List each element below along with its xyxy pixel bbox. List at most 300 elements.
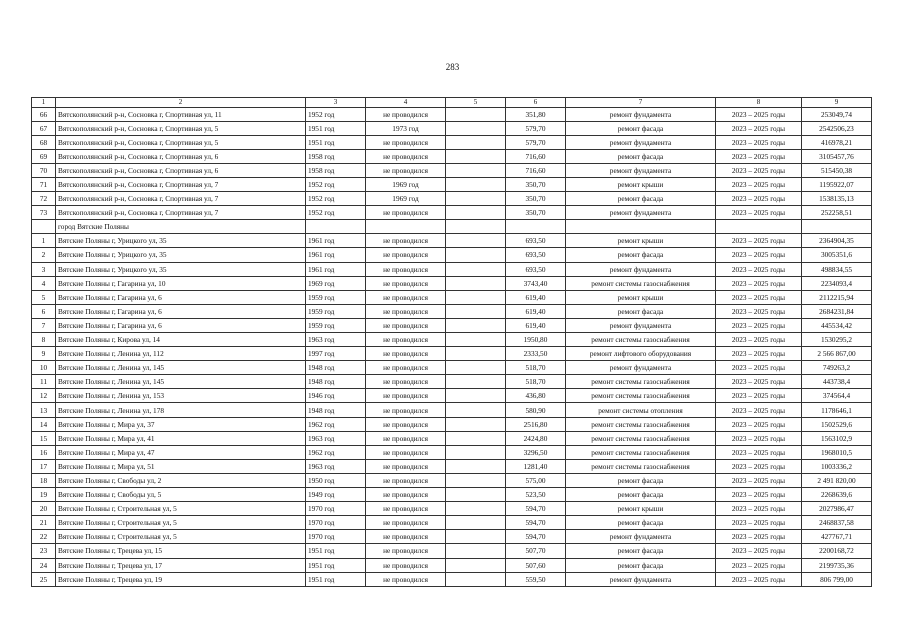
row-number-cell: 67 bbox=[32, 121, 56, 135]
cost-cell: 3105457,76 bbox=[802, 149, 872, 163]
address-cell: Вятские Поляны г, Мира ул, 41 bbox=[56, 431, 306, 445]
empty-cell-cell bbox=[446, 530, 506, 544]
empty-cell-cell bbox=[446, 304, 506, 318]
period-cell: 2023 – 2025 годы bbox=[716, 318, 802, 332]
address-cell: Вятские Поляны г, Трецева ул, 15 bbox=[56, 544, 306, 558]
cost-cell: 1968010,5 bbox=[802, 445, 872, 459]
build-year-cell: 1961 год bbox=[306, 262, 366, 276]
cost-cell: 806 799,00 bbox=[802, 572, 872, 586]
address-cell: Вятские Поляны г, Строительная ул, 5 bbox=[56, 530, 306, 544]
empty-cell-cell bbox=[446, 445, 506, 459]
section-title: город Вятские Поляны bbox=[56, 220, 306, 234]
last-repair-year-cell: не проводился bbox=[366, 107, 446, 121]
area-cell: 594,70 bbox=[506, 530, 566, 544]
empty-cell-cell bbox=[446, 572, 506, 586]
period-cell: 2023 – 2025 годы bbox=[716, 361, 802, 375]
last-repair-year-cell: не проводился bbox=[366, 572, 446, 586]
column-number: 7 bbox=[566, 98, 716, 108]
build-year-cell: 1958 год bbox=[306, 163, 366, 177]
last-repair-year-cell: не проводился bbox=[366, 318, 446, 332]
table-row bbox=[32, 318, 872, 332]
work-type-cell: ремонт системы газоснабжения bbox=[566, 333, 716, 347]
column-number: 6 bbox=[506, 98, 566, 108]
column-number: 8 bbox=[716, 98, 802, 108]
build-year-cell: 1951 год bbox=[306, 121, 366, 135]
table-row bbox=[32, 417, 872, 431]
area-cell: 579,70 bbox=[506, 135, 566, 149]
area-cell: 716,60 bbox=[506, 149, 566, 163]
cost-cell: 2364904,35 bbox=[802, 234, 872, 248]
table-row bbox=[32, 516, 872, 530]
work-type-cell: ремонт фундамента bbox=[566, 572, 716, 586]
table-row bbox=[32, 375, 872, 389]
empty-cell-cell bbox=[446, 121, 506, 135]
row-number-cell: 72 bbox=[32, 192, 56, 206]
build-year-cell: 1959 год bbox=[306, 290, 366, 304]
cost-cell: 2542506,23 bbox=[802, 121, 872, 135]
work-type-cell: ремонт крыши bbox=[566, 290, 716, 304]
last-repair-year-cell: не проводился bbox=[366, 234, 446, 248]
build-year-cell: 1969 год bbox=[306, 276, 366, 290]
period-cell: 2023 – 2025 годы bbox=[716, 192, 802, 206]
cost-cell: 1538135,13 bbox=[802, 192, 872, 206]
repair-schedule-table bbox=[31, 97, 872, 587]
row-number-cell: 19 bbox=[32, 488, 56, 502]
address-cell: Вятские Поляны г, Мира ул, 47 bbox=[56, 445, 306, 459]
empty-cell-cell bbox=[446, 403, 506, 417]
address-cell: Вятские Поляны г, Ленина ул, 178 bbox=[56, 403, 306, 417]
build-year-cell: 1952 год bbox=[306, 192, 366, 206]
address-cell: Вятскополянский р-н, Сосновка г, Спортивная ул, 7 bbox=[56, 206, 306, 220]
area-cell: 523,50 bbox=[506, 488, 566, 502]
build-year-cell: 1958 год bbox=[306, 149, 366, 163]
build-year-cell: 1961 год bbox=[306, 248, 366, 262]
work-type-cell: ремонт фасада bbox=[566, 558, 716, 572]
address-cell: Вятские Поляны г, Строительная ул, 5 bbox=[56, 516, 306, 530]
work-type-cell: ремонт системы отопления bbox=[566, 403, 716, 417]
work-type-cell: ремонт фасада bbox=[566, 544, 716, 558]
area-cell: 518,70 bbox=[506, 375, 566, 389]
build-year-cell: 1946 год bbox=[306, 389, 366, 403]
row-number-cell: 70 bbox=[32, 163, 56, 177]
empty-cell-cell bbox=[446, 107, 506, 121]
area-cell: 2424,80 bbox=[506, 431, 566, 445]
empty-cell-cell bbox=[446, 262, 506, 276]
empty-cell-cell bbox=[446, 290, 506, 304]
row-number-cell: 8 bbox=[32, 333, 56, 347]
last-repair-year-cell: не проводился bbox=[366, 333, 446, 347]
work-type-cell: ремонт крыши bbox=[566, 234, 716, 248]
address-cell: Вятскополянский р-н, Сосновка г, Спортивная ул, 7 bbox=[56, 192, 306, 206]
build-year-cell: 1951 год bbox=[306, 558, 366, 572]
table-row bbox=[32, 488, 872, 502]
area-cell: 436,80 bbox=[506, 389, 566, 403]
period-cell: 2023 – 2025 годы bbox=[716, 473, 802, 487]
column-number: 9 bbox=[802, 98, 872, 108]
build-year-cell: 1951 год bbox=[306, 572, 366, 586]
address-cell: Вятские Поляны г, Урицкого ул, 35 bbox=[56, 234, 306, 248]
column-number-row bbox=[32, 98, 872, 108]
build-year-cell: 1962 год bbox=[306, 417, 366, 431]
period-cell: 2023 – 2025 годы bbox=[716, 530, 802, 544]
cost-cell: 252258,51 bbox=[802, 206, 872, 220]
cost-cell: 2200168,72 bbox=[802, 544, 872, 558]
cost-cell: 3005351,6 bbox=[802, 248, 872, 262]
table-row bbox=[32, 163, 872, 177]
last-repair-year-cell: не проводился bbox=[366, 347, 446, 361]
work-type-cell: ремонт фундамента bbox=[566, 163, 716, 177]
table-row bbox=[32, 347, 872, 361]
area-cell: 579,70 bbox=[506, 121, 566, 135]
build-year-cell: 1970 год bbox=[306, 502, 366, 516]
row-number-cell: 22 bbox=[32, 530, 56, 544]
work-type-cell: ремонт фундамента bbox=[566, 135, 716, 149]
cost-cell: 2468837,58 bbox=[802, 516, 872, 530]
area-cell: 559,50 bbox=[506, 572, 566, 586]
row-number-cell: 11 bbox=[32, 375, 56, 389]
table-row bbox=[32, 544, 872, 558]
last-repair-year-cell: 1973 год bbox=[366, 121, 446, 135]
last-repair-year-cell: не проводился bbox=[366, 276, 446, 290]
row-number-cell: 66 bbox=[32, 107, 56, 121]
cost-cell: 416978,21 bbox=[802, 135, 872, 149]
cost-cell: 427767,71 bbox=[802, 530, 872, 544]
row-number-cell: 15 bbox=[32, 431, 56, 445]
area-cell: 1281,40 bbox=[506, 459, 566, 473]
empty-cell-cell bbox=[446, 361, 506, 375]
last-repair-year-cell: не проводился bbox=[366, 502, 446, 516]
period-cell: 2023 – 2025 годы bbox=[716, 163, 802, 177]
cost-cell: 445534,42 bbox=[802, 318, 872, 332]
last-repair-year-cell: не проводился bbox=[366, 361, 446, 375]
row-number-cell: 23 bbox=[32, 544, 56, 558]
period-cell: 2023 – 2025 годы bbox=[716, 403, 802, 417]
empty-cell-cell bbox=[446, 544, 506, 558]
last-repair-year-cell: не проводился bbox=[366, 558, 446, 572]
empty-cell-cell bbox=[446, 206, 506, 220]
cost-cell: 2268639,6 bbox=[802, 488, 872, 502]
table-body bbox=[32, 98, 872, 587]
period-cell: 2023 – 2025 годы bbox=[716, 544, 802, 558]
cost-cell: 498834,55 bbox=[802, 262, 872, 276]
address-cell: Вятскополянский р-н, Сосновка г, Спортивная ул, 6 bbox=[56, 163, 306, 177]
empty-cell-cell bbox=[446, 347, 506, 361]
last-repair-year-cell: не проводился bbox=[366, 248, 446, 262]
work-type-cell: ремонт фасада bbox=[566, 516, 716, 530]
row-number-cell: 18 bbox=[32, 473, 56, 487]
address-cell: Вятскополянский р-н, Сосновка г, Спортивная ул, 6 bbox=[56, 149, 306, 163]
empty-cell-cell bbox=[446, 276, 506, 290]
period-cell: 2023 – 2025 годы bbox=[716, 375, 802, 389]
last-repair-year-cell: не проводился bbox=[366, 135, 446, 149]
empty-cell-cell bbox=[446, 459, 506, 473]
work-type-cell: ремонт фасада bbox=[566, 248, 716, 262]
empty-cell-cell bbox=[446, 135, 506, 149]
table-row bbox=[32, 431, 872, 445]
build-year-cell: 1952 год bbox=[306, 107, 366, 121]
period-cell: 2023 – 2025 годы bbox=[716, 206, 802, 220]
last-repair-year-cell: не проводился bbox=[366, 389, 446, 403]
table-row bbox=[32, 149, 872, 163]
row-number-cell: 69 bbox=[32, 149, 56, 163]
empty-cell-cell bbox=[446, 333, 506, 347]
area-cell: 580,90 bbox=[506, 403, 566, 417]
address-cell: Вятские Поляны г, Трецева ул, 17 bbox=[56, 558, 306, 572]
table-row bbox=[32, 389, 872, 403]
last-repair-year-cell: не проводился bbox=[366, 206, 446, 220]
work-type-cell: ремонт системы газоснабжения bbox=[566, 431, 716, 445]
empty-cell-cell bbox=[446, 389, 506, 403]
empty-cell bbox=[446, 220, 506, 234]
empty-cell-cell bbox=[446, 234, 506, 248]
column-number: 5 bbox=[446, 98, 506, 108]
address-cell: Вятские Поляны г, Ленина ул, 145 bbox=[56, 361, 306, 375]
period-cell: 2023 – 2025 годы bbox=[716, 135, 802, 149]
cost-cell: 2 566 867,00 bbox=[802, 347, 872, 361]
row-number-cell: 13 bbox=[32, 403, 56, 417]
empty-cell-cell bbox=[446, 516, 506, 530]
work-type-cell: ремонт системы газоснабжения bbox=[566, 375, 716, 389]
empty-cell-cell bbox=[446, 488, 506, 502]
row-number-cell: 6 bbox=[32, 304, 56, 318]
last-repair-year-cell: не проводился bbox=[366, 417, 446, 431]
table-row bbox=[32, 121, 872, 135]
empty-cell-cell bbox=[446, 177, 506, 191]
work-type-cell: ремонт крыши bbox=[566, 177, 716, 191]
area-cell: 350,70 bbox=[506, 192, 566, 206]
page-number: 283 bbox=[445, 62, 460, 72]
empty-cell-cell bbox=[446, 502, 506, 516]
cost-cell: 2027986,47 bbox=[802, 502, 872, 516]
row-number-cell: 4 bbox=[32, 276, 56, 290]
work-type-cell: ремонт фундамента bbox=[566, 107, 716, 121]
cost-cell: 1530295,2 bbox=[802, 333, 872, 347]
area-cell: 619,40 bbox=[506, 290, 566, 304]
work-type-cell: ремонт фундамента bbox=[566, 530, 716, 544]
address-cell: Вятские Поляны г, Ленина ул, 153 bbox=[56, 389, 306, 403]
period-cell: 2023 – 2025 годы bbox=[716, 488, 802, 502]
cost-cell: 2684231,84 bbox=[802, 304, 872, 318]
table-row bbox=[32, 473, 872, 487]
area-cell: 693,50 bbox=[506, 234, 566, 248]
last-repair-year-cell: не проводился bbox=[366, 473, 446, 487]
table-row bbox=[32, 558, 872, 572]
period-cell: 2023 – 2025 годы bbox=[716, 417, 802, 431]
row-number-cell: 24 bbox=[32, 558, 56, 572]
period-cell: 2023 – 2025 годы bbox=[716, 347, 802, 361]
last-repair-year-cell: не проводился bbox=[366, 304, 446, 318]
table-row bbox=[32, 333, 872, 347]
build-year-cell: 1959 год bbox=[306, 318, 366, 332]
area-cell: 619,40 bbox=[506, 304, 566, 318]
row-number-cell: 16 bbox=[32, 445, 56, 459]
row-number-cell: 21 bbox=[32, 516, 56, 530]
empty-cell bbox=[506, 220, 566, 234]
table-row bbox=[32, 361, 872, 375]
cost-cell: 2199735,36 bbox=[802, 558, 872, 572]
last-repair-year-cell: не проводился bbox=[366, 459, 446, 473]
build-year-cell: 1963 год bbox=[306, 431, 366, 445]
build-year-cell: 1962 год bbox=[306, 445, 366, 459]
address-cell: Вятские Поляны г, Мира ул, 37 bbox=[56, 417, 306, 431]
last-repair-year-cell: не проводился bbox=[366, 544, 446, 558]
empty-cell-cell bbox=[446, 473, 506, 487]
empty-cell-cell bbox=[446, 417, 506, 431]
build-year-cell: 1961 год bbox=[306, 234, 366, 248]
address-cell: Вятскополянский р-н, Сосновка г, Спортивная ул, 5 bbox=[56, 121, 306, 135]
area-cell: 693,50 bbox=[506, 248, 566, 262]
cost-cell: 2234093,4 bbox=[802, 276, 872, 290]
last-repair-year-cell: не проводился bbox=[366, 516, 446, 530]
area-cell: 518,70 bbox=[506, 361, 566, 375]
cost-cell: 374564,4 bbox=[802, 389, 872, 403]
period-cell: 2023 – 2025 годы bbox=[716, 290, 802, 304]
column-number: 2 bbox=[56, 98, 306, 108]
area-cell: 594,70 bbox=[506, 502, 566, 516]
cost-cell: 749263,2 bbox=[802, 361, 872, 375]
cost-cell: 1563102,9 bbox=[802, 431, 872, 445]
build-year-cell: 1948 год bbox=[306, 375, 366, 389]
last-repair-year-cell: не проводился bbox=[366, 262, 446, 276]
row-number-cell: 12 bbox=[32, 389, 56, 403]
address-cell: Вятские Поляны г, Урицкого ул, 35 bbox=[56, 262, 306, 276]
row-number-cell: 2 bbox=[32, 248, 56, 262]
last-repair-year-cell: не проводился bbox=[366, 149, 446, 163]
address-cell: Вятскополянский р-н, Сосновка г, Спортивная ул, 5 bbox=[56, 135, 306, 149]
empty-cell bbox=[306, 220, 366, 234]
cost-cell: 2112215,94 bbox=[802, 290, 872, 304]
address-cell: Вятские Поляны г, Мира ул, 51 bbox=[56, 459, 306, 473]
build-year-cell: 1948 год bbox=[306, 403, 366, 417]
empty-cell bbox=[366, 220, 446, 234]
period-cell: 2023 – 2025 годы bbox=[716, 558, 802, 572]
last-repair-year-cell: не проводился bbox=[366, 403, 446, 417]
area-cell: 350,70 bbox=[506, 177, 566, 191]
cost-cell: 1003336,2 bbox=[802, 459, 872, 473]
cost-cell: 1178646,1 bbox=[802, 403, 872, 417]
work-type-cell: ремонт фасада bbox=[566, 304, 716, 318]
table-row bbox=[32, 502, 872, 516]
address-cell: Вятские Поляны г, Свободы ул, 5 bbox=[56, 488, 306, 502]
build-year-cell: 1952 год bbox=[306, 206, 366, 220]
area-cell: 693,50 bbox=[506, 262, 566, 276]
work-type-cell: ремонт фасада bbox=[566, 149, 716, 163]
area-cell: 1950,80 bbox=[506, 333, 566, 347]
work-type-cell: ремонт крыши bbox=[566, 502, 716, 516]
period-cell: 2023 – 2025 годы bbox=[716, 234, 802, 248]
column-number: 3 bbox=[306, 98, 366, 108]
build-year-cell: 1959 год bbox=[306, 304, 366, 318]
empty-cell bbox=[566, 220, 716, 234]
row-number-cell: 1 bbox=[32, 234, 56, 248]
work-type-cell: ремонт фундамента bbox=[566, 318, 716, 332]
row-number-cell bbox=[32, 220, 56, 234]
build-year-cell: 1963 год bbox=[306, 333, 366, 347]
build-year-cell: 1970 год bbox=[306, 516, 366, 530]
row-number-cell: 14 bbox=[32, 417, 56, 431]
period-cell: 2023 – 2025 годы bbox=[716, 431, 802, 445]
address-cell: Вятские Поляны г, Гагарина ул, 10 bbox=[56, 276, 306, 290]
row-number-cell: 25 bbox=[32, 572, 56, 586]
period-cell: 2023 – 2025 годы bbox=[716, 149, 802, 163]
table-row bbox=[32, 135, 872, 149]
empty-cell-cell bbox=[446, 375, 506, 389]
work-type-cell: ремонт системы газоснабжения bbox=[566, 276, 716, 290]
address-cell: Вятские Поляны г, Строительная ул, 5 bbox=[56, 502, 306, 516]
row-number-cell: 68 bbox=[32, 135, 56, 149]
address-cell: Вятскополянский р-н, Сосновка г, Спортивная ул, 7 bbox=[56, 177, 306, 191]
last-repair-year-cell: 1969 год bbox=[366, 177, 446, 191]
work-type-cell: ремонт фундамента bbox=[566, 361, 716, 375]
empty-cell-cell bbox=[446, 149, 506, 163]
area-cell: 2516,80 bbox=[506, 417, 566, 431]
area-cell: 3296,50 bbox=[506, 445, 566, 459]
empty-cell bbox=[716, 220, 802, 234]
period-cell: 2023 – 2025 годы bbox=[716, 177, 802, 191]
period-cell: 2023 – 2025 годы bbox=[716, 276, 802, 290]
work-type-cell: ремонт системы газоснабжения bbox=[566, 445, 716, 459]
address-cell: Вятские Поляны г, Гагарина ул, 6 bbox=[56, 290, 306, 304]
work-type-cell: ремонт фундамента bbox=[566, 206, 716, 220]
period-cell: 2023 – 2025 годы bbox=[716, 459, 802, 473]
area-cell: 3743,40 bbox=[506, 276, 566, 290]
table-row bbox=[32, 403, 872, 417]
address-cell: Вятские Поляны г, Кирова ул, 14 bbox=[56, 333, 306, 347]
last-repair-year-cell: не проводился bbox=[366, 375, 446, 389]
build-year-cell: 1970 год bbox=[306, 530, 366, 544]
section-row bbox=[32, 220, 872, 234]
last-repair-year-cell: не проводился bbox=[366, 290, 446, 304]
address-cell: Вятские Поляны г, Ленина ул, 112 bbox=[56, 347, 306, 361]
cost-cell: 1195922,07 bbox=[802, 177, 872, 191]
work-type-cell: ремонт лифтового оборудования bbox=[566, 347, 716, 361]
build-year-cell: 1948 год bbox=[306, 361, 366, 375]
empty-cell-cell bbox=[446, 431, 506, 445]
empty-cell-cell bbox=[446, 163, 506, 177]
build-year-cell: 1951 год bbox=[306, 544, 366, 558]
row-number-cell: 3 bbox=[32, 262, 56, 276]
build-year-cell: 1952 год bbox=[306, 177, 366, 191]
address-cell: Вятские Поляны г, Ленина ул, 145 bbox=[56, 375, 306, 389]
work-type-cell: ремонт фасада bbox=[566, 473, 716, 487]
last-repair-year-cell: 1969 год bbox=[366, 192, 446, 206]
cost-cell: 515450,38 bbox=[802, 163, 872, 177]
work-type-cell: ремонт системы газоснабжения bbox=[566, 389, 716, 403]
last-repair-year-cell: не проводился bbox=[366, 163, 446, 177]
work-type-cell: ремонт фасада bbox=[566, 192, 716, 206]
table-row bbox=[32, 206, 872, 220]
area-cell: 575,00 bbox=[506, 473, 566, 487]
address-cell: Вятские Поляны г, Гагарина ул, 6 bbox=[56, 304, 306, 318]
area-cell: 507,60 bbox=[506, 558, 566, 572]
last-repair-year-cell: не проводился bbox=[366, 445, 446, 459]
table-row bbox=[32, 459, 872, 473]
cost-cell: 2 491 820,00 bbox=[802, 473, 872, 487]
row-number-cell: 20 bbox=[32, 502, 56, 516]
period-cell: 2023 – 2025 годы bbox=[716, 445, 802, 459]
period-cell: 2023 – 2025 годы bbox=[716, 107, 802, 121]
work-type-cell: ремонт фасада bbox=[566, 488, 716, 502]
address-cell: Вятские Поляны г, Трецева ул, 19 bbox=[56, 572, 306, 586]
period-cell: 2023 – 2025 годы bbox=[716, 516, 802, 530]
row-number-cell: 10 bbox=[32, 361, 56, 375]
build-year-cell: 1963 год bbox=[306, 459, 366, 473]
work-type-cell: ремонт фасада bbox=[566, 121, 716, 135]
build-year-cell: 1951 год bbox=[306, 135, 366, 149]
empty-cell-cell bbox=[446, 558, 506, 572]
period-cell: 2023 – 2025 годы bbox=[716, 389, 802, 403]
build-year-cell: 1950 год bbox=[306, 473, 366, 487]
